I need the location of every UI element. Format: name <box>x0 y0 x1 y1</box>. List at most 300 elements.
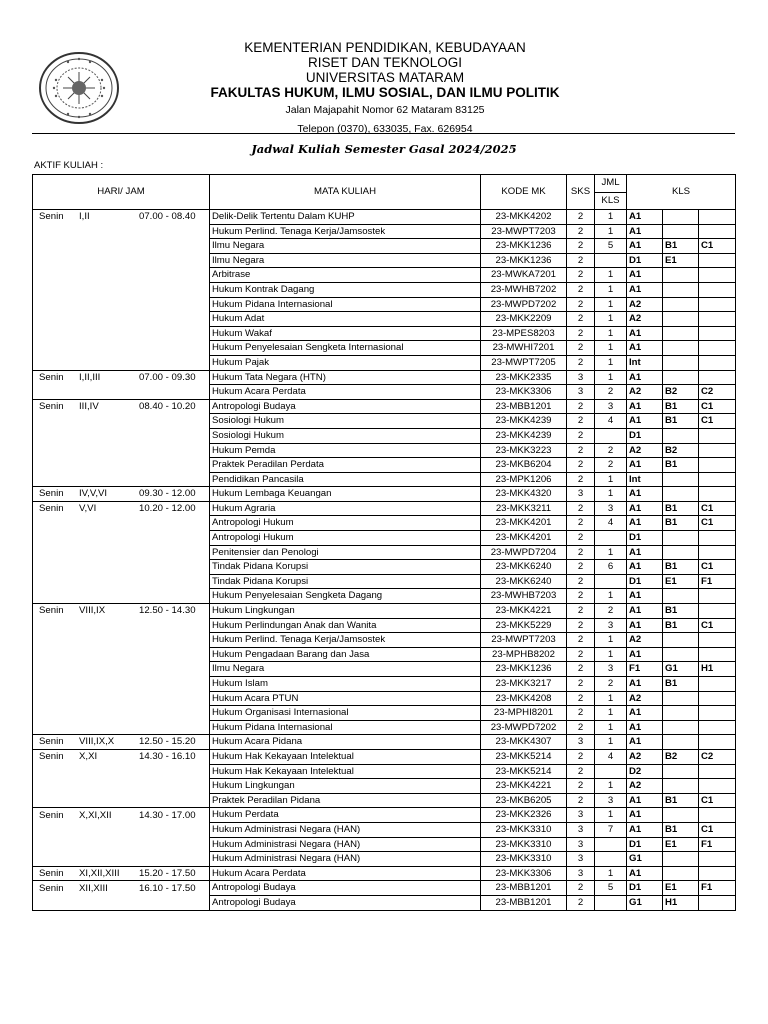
sks-cell: 2 <box>567 881 595 896</box>
table-row <box>33 618 736 633</box>
kode-mk-cell: 23-MKK3211 <box>481 501 567 516</box>
jml-kls-cell <box>595 428 627 443</box>
sks-cell: 2 <box>567 764 595 779</box>
hari-jam-cell <box>33 633 210 648</box>
kode-mk-cell: 23-MWPD7204 <box>481 545 567 560</box>
kls-cell: F1 <box>699 837 736 852</box>
kls-cell: A2 <box>627 443 663 458</box>
jml-kls-cell: 5 <box>595 239 627 254</box>
sks-cell: 2 <box>567 531 595 546</box>
kls-cell: C1 <box>699 399 736 414</box>
hari-jam-cell <box>33 837 210 852</box>
sks-cell: 2 <box>567 633 595 648</box>
hari-jam-cell <box>33 764 210 779</box>
semester: III,IV <box>79 400 99 412</box>
letterhead <box>140 40 630 138</box>
table-row <box>33 589 736 604</box>
jml-kls-cell: 1 <box>595 282 627 297</box>
hari-jam-cell <box>33 282 210 297</box>
jml-kls-cell: 2 <box>595 458 627 473</box>
sks-cell: 2 <box>567 589 595 604</box>
kode-mk-cell: 23-MKK4221 <box>481 604 567 619</box>
jml-kls-cell: 1 <box>595 224 627 239</box>
table-row <box>33 399 736 414</box>
kls-cell: D1 <box>627 881 663 896</box>
kls-cell <box>699 428 736 443</box>
kls-cell <box>663 370 699 385</box>
hari-jam-cell <box>33 647 210 662</box>
kls-cell: D1 <box>627 428 663 443</box>
table-row <box>33 355 736 370</box>
kls-cell: C1 <box>699 501 736 516</box>
kode-mk-cell: 23-MPK1206 <box>481 472 567 487</box>
hari-jam-cell <box>33 706 210 721</box>
table-row <box>33 501 736 516</box>
hari: Senin <box>39 751 64 763</box>
table-row <box>33 691 736 706</box>
kls-cell <box>663 808 699 823</box>
jam: 14.30 - 17.00 <box>139 809 196 821</box>
kls-cell <box>699 764 736 779</box>
hari-jam-cell <box>33 793 210 808</box>
jml-kls-cell: 1 <box>595 341 627 356</box>
table-row <box>33 764 736 779</box>
kls-cell <box>663 268 699 283</box>
jml-kls-cell: 2 <box>595 677 627 692</box>
mata-kuliah-cell: Ilmu Negara <box>210 662 481 677</box>
hari-jam-cell <box>33 604 210 619</box>
hari: Senin <box>39 809 64 821</box>
mata-kuliah-cell: Hukum Pengadaan Barang dan Jasa <box>210 647 481 662</box>
hari-jam-cell <box>33 545 210 560</box>
hari-jam-cell <box>33 210 210 225</box>
kls-cell: A1 <box>627 282 663 297</box>
kode-mk-cell: 23-MKK5229 <box>481 618 567 633</box>
jml-kls-cell: 1 <box>595 312 627 327</box>
kls-cell <box>663 779 699 794</box>
jml-kls-cell: 3 <box>595 501 627 516</box>
table-row <box>33 895 736 910</box>
hari-jam-cell <box>33 399 210 414</box>
kls-cell <box>699 866 736 881</box>
jml-kls-cell: 3 <box>595 793 627 808</box>
kode-mk-cell: 23-MPHI8201 <box>481 706 567 721</box>
hari: Senin <box>39 736 64 748</box>
hari-jam-cell <box>33 326 210 341</box>
jml-kls-cell: 6 <box>595 560 627 575</box>
kls-cell <box>699 370 736 385</box>
kls-cell: A1 <box>627 677 663 692</box>
kls-cell <box>663 487 699 502</box>
jml-kls-cell <box>595 852 627 867</box>
jml-kls-cell: 1 <box>595 589 627 604</box>
table-row <box>33 370 736 385</box>
kls-cell <box>699 326 736 341</box>
jml-kls-cell <box>595 837 627 852</box>
mata-kuliah-cell: Hukum Lembaga Keuangan <box>210 487 481 502</box>
jam: 07.00 - 09.30 <box>139 371 196 383</box>
hari-jam-cell <box>33 312 210 327</box>
hari-jam-cell <box>33 779 210 794</box>
table-row <box>33 487 736 502</box>
mata-kuliah-cell: Hukum Hak Kekayaan Intelektual <box>210 749 481 764</box>
table-row <box>33 253 736 268</box>
kls-cell <box>663 852 699 867</box>
sks-cell: 2 <box>567 458 595 473</box>
table-row <box>33 428 736 443</box>
kls-cell: A1 <box>627 604 663 619</box>
kls-cell <box>663 866 699 881</box>
kls-cell: B1 <box>663 399 699 414</box>
kls-cell: A1 <box>627 239 663 254</box>
schedule-table <box>32 174 736 911</box>
kls-cell <box>699 735 736 750</box>
kls-cell <box>663 428 699 443</box>
kls-cell: B1 <box>663 239 699 254</box>
kls-cell: A1 <box>627 589 663 604</box>
kls-cell: B1 <box>663 458 699 473</box>
col-mata-kuliah: MATA KULIAH <box>210 175 481 210</box>
kode-mk-cell: 23-MKK3306 <box>481 385 567 400</box>
sks-cell: 2 <box>567 574 595 589</box>
mata-kuliah-cell: Praktek Peradilan Pidana <box>210 793 481 808</box>
jml-kls-cell: 7 <box>595 822 627 837</box>
kls-cell: B1 <box>663 516 699 531</box>
kls-cell <box>663 224 699 239</box>
jml-kls-cell: 1 <box>595 633 627 648</box>
letterhead-divider <box>32 133 735 134</box>
sks-cell: 2 <box>567 355 595 370</box>
sks-cell: 2 <box>567 545 595 560</box>
col-kode-mk: KODE MK <box>481 175 567 210</box>
table-row <box>33 458 736 473</box>
kls-cell <box>663 589 699 604</box>
sks-cell: 2 <box>567 691 595 706</box>
table-row <box>33 443 736 458</box>
mata-kuliah-cell: Hukum Acara Pidana <box>210 735 481 750</box>
hari: Senin <box>39 211 64 223</box>
kls-cell: E1 <box>663 881 699 896</box>
jml-kls-cell: 1 <box>595 297 627 312</box>
hari: Senin <box>39 503 64 515</box>
kls-cell: A1 <box>627 720 663 735</box>
hari-jam-cell <box>33 355 210 370</box>
hari-jam-cell <box>33 618 210 633</box>
kode-mk-cell: 23-MKK4239 <box>481 428 567 443</box>
kls-cell: B1 <box>663 618 699 633</box>
mata-kuliah-cell: Hukum Acara Perdata <box>210 385 481 400</box>
table-row <box>33 531 736 546</box>
kls-cell: A1 <box>627 458 663 473</box>
jml-kls-cell: 1 <box>595 706 627 721</box>
kls-cell <box>663 472 699 487</box>
sks-cell: 2 <box>567 895 595 910</box>
table-row <box>33 604 736 619</box>
kls-cell <box>663 341 699 356</box>
kls-cell <box>699 268 736 283</box>
table-row <box>33 822 736 837</box>
kode-mk-cell: 23-MPHB8202 <box>481 647 567 662</box>
mata-kuliah-cell: Sosiologi Hukum <box>210 428 481 443</box>
jam: 12.50 - 15.20 <box>139 736 196 748</box>
kls-cell: E1 <box>663 837 699 852</box>
kls-cell <box>663 282 699 297</box>
jml-kls-cell: 2 <box>595 604 627 619</box>
hari: Senin <box>39 867 64 879</box>
hari: Senin <box>39 488 64 500</box>
kode-mk-cell: 23-MKK6240 <box>481 560 567 575</box>
table-row <box>33 312 736 327</box>
mata-kuliah-cell: Hukum Pemda <box>210 443 481 458</box>
kls-cell: F1 <box>699 574 736 589</box>
kode-mk-cell: 23-MKK3310 <box>481 822 567 837</box>
kls-cell <box>699 895 736 910</box>
kode-mk-cell: 23-MKK2335 <box>481 370 567 385</box>
kls-cell <box>663 297 699 312</box>
hari-jam-cell <box>33 224 210 239</box>
kls-cell: A1 <box>627 399 663 414</box>
kls-cell: A1 <box>627 618 663 633</box>
kls-cell: A1 <box>627 516 663 531</box>
kode-mk-cell: 23-MKK4208 <box>481 691 567 706</box>
kls-cell: B2 <box>663 749 699 764</box>
sks-cell: 2 <box>567 224 595 239</box>
mata-kuliah-cell: Hukum Pidana Internasional <box>210 297 481 312</box>
mata-kuliah-cell: Hukum Lingkungan <box>210 779 481 794</box>
sks-cell: 2 <box>567 793 595 808</box>
table-row <box>33 647 736 662</box>
kls-cell: B1 <box>663 822 699 837</box>
kode-mk-cell: 23-MKK3223 <box>481 443 567 458</box>
kode-mk-cell: 23-MKK3217 <box>481 677 567 692</box>
aktif-kuliah-label: AKTIF KULIAH : <box>34 160 104 171</box>
hari-jam-cell <box>33 895 210 910</box>
sks-cell: 2 <box>567 720 595 735</box>
mata-kuliah-cell: Hukum Tata Negara (HTN) <box>210 370 481 385</box>
kls-cell: A2 <box>627 312 663 327</box>
semester: VIII,IX,X <box>79 736 115 748</box>
sks-cell: 3 <box>567 735 595 750</box>
kls-cell: A1 <box>627 735 663 750</box>
sks-cell: 2 <box>567 677 595 692</box>
mata-kuliah-cell: Ilmu Negara <box>210 239 481 254</box>
kls-cell <box>699 355 736 370</box>
hari-jam-cell <box>33 516 210 531</box>
table-row <box>33 808 736 823</box>
kls-cell: Int <box>627 355 663 370</box>
kls-cell: B1 <box>663 560 699 575</box>
jml-kls-cell: 1 <box>595 720 627 735</box>
jml-kls-cell: 1 <box>595 326 627 341</box>
hari: Senin <box>39 882 64 894</box>
kls-cell <box>663 691 699 706</box>
jml-kls-cell: 5 <box>595 881 627 896</box>
hari-jam-cell <box>33 749 210 764</box>
mata-kuliah-cell: Delik-Delik Tertentu Dalam KUHP <box>210 210 481 225</box>
sks-cell: 3 <box>567 866 595 881</box>
kode-mk-cell: 23-MWHI7201 <box>481 341 567 356</box>
mata-kuliah-cell: Hukum Acara PTUN <box>210 691 481 706</box>
jam: 07.00 - 08.40 <box>139 211 196 223</box>
kls-cell: B1 <box>663 414 699 429</box>
kls-cell: C1 <box>699 239 736 254</box>
jam: 15.20 - 17.50 <box>139 867 196 879</box>
sks-cell: 2 <box>567 472 595 487</box>
kls-cell: D1 <box>627 531 663 546</box>
kls-cell: A1 <box>627 268 663 283</box>
kls-cell: A2 <box>627 385 663 400</box>
table-row <box>33 282 736 297</box>
kode-mk-cell: 23-MKK4201 <box>481 516 567 531</box>
kls-cell: A1 <box>627 793 663 808</box>
kode-mk-cell: 23-MKK6240 <box>481 574 567 589</box>
table-row <box>33 866 736 881</box>
table-row <box>33 560 736 575</box>
sks-cell: 2 <box>567 749 595 764</box>
mata-kuliah-cell: Hukum Administrasi Negara (HAN) <box>210 822 481 837</box>
sks-cell: 2 <box>567 618 595 633</box>
kls-cell <box>699 443 736 458</box>
jam: 14.30 - 16.10 <box>139 751 196 763</box>
kls-cell: C1 <box>699 516 736 531</box>
kode-mk-cell: 23-MKK4202 <box>481 210 567 225</box>
table-row <box>33 574 736 589</box>
sks-cell: 2 <box>567 428 595 443</box>
table-row <box>33 633 736 648</box>
hari-jam-cell <box>33 822 210 837</box>
hari-jam-cell <box>33 866 210 881</box>
kls-cell <box>699 677 736 692</box>
jml-kls-cell: 2 <box>595 385 627 400</box>
kls-cell: A1 <box>627 210 663 225</box>
mata-kuliah-cell: Hukum Kontrak Dagang <box>210 282 481 297</box>
kls-cell: B1 <box>663 793 699 808</box>
jml-kls-cell: 1 <box>595 355 627 370</box>
jml-kls-cell <box>595 574 627 589</box>
kode-mk-cell: 23-MWHB7203 <box>481 589 567 604</box>
mata-kuliah-cell: Hukum Agraria <box>210 501 481 516</box>
kls-cell <box>699 852 736 867</box>
kls-cell <box>663 210 699 225</box>
table-row <box>33 720 736 735</box>
mata-kuliah-cell: Hukum Adat <box>210 312 481 327</box>
kls-cell: Int <box>627 472 663 487</box>
kls-cell: C1 <box>699 414 736 429</box>
kls-cell: C1 <box>699 793 736 808</box>
jml-kls-cell: 1 <box>595 691 627 706</box>
sks-cell: 2 <box>567 604 595 619</box>
sks-cell: 3 <box>567 385 595 400</box>
sks-cell: 2 <box>567 414 595 429</box>
mata-kuliah-cell: Tindak Pidana Korupsi <box>210 560 481 575</box>
kls-cell <box>699 224 736 239</box>
sks-cell: 2 <box>567 326 595 341</box>
jml-kls-cell: 1 <box>595 370 627 385</box>
mata-kuliah-cell: Hukum Penyelesaian Sengketa Dagang <box>210 589 481 604</box>
jam: 16.10 - 17.50 <box>139 882 196 894</box>
hari-jam-cell <box>33 458 210 473</box>
jml-kls-cell: 4 <box>595 749 627 764</box>
kls-cell <box>663 545 699 560</box>
sks-cell: 2 <box>567 268 595 283</box>
kls-cell: B1 <box>663 604 699 619</box>
hari-jam-cell <box>33 341 210 356</box>
mata-kuliah-cell: Penitensier dan Penologi <box>210 545 481 560</box>
ministry-name: KEMENTERIAN PENDIDIKAN, KEBUDAYAAN <box>244 40 526 55</box>
kls-cell <box>699 720 736 735</box>
table-row <box>33 677 736 692</box>
kls-cell: D1 <box>627 837 663 852</box>
jml-kls-cell <box>595 531 627 546</box>
hari-jam-cell <box>33 370 210 385</box>
kls-cell: A1 <box>627 706 663 721</box>
semester: I,II <box>79 211 90 223</box>
kode-mk-cell: 23-MKK4221 <box>481 779 567 794</box>
jml-kls-cell: 2 <box>595 443 627 458</box>
table-row <box>33 341 736 356</box>
mata-kuliah-cell: Hukum Administrasi Negara (HAN) <box>210 852 481 867</box>
mata-kuliah-cell: Hukum Acara Perdata <box>210 866 481 881</box>
kls-cell <box>699 312 736 327</box>
sks-cell: 2 <box>567 779 595 794</box>
kls-cell: C1 <box>699 618 736 633</box>
kls-cell <box>699 253 736 268</box>
col-hari-jam: HARI/ JAM <box>33 175 210 210</box>
kls-cell <box>699 458 736 473</box>
phone-fax: Telepon (0370), 633035, Fax. 626954 <box>297 123 473 135</box>
mata-kuliah-cell: Hukum Perdata <box>210 808 481 823</box>
kls-cell: C2 <box>699 749 736 764</box>
semester: V,VI <box>79 503 97 515</box>
sks-cell: 2 <box>567 706 595 721</box>
table-row <box>33 881 736 896</box>
hari-jam-cell <box>33 428 210 443</box>
table-row <box>33 210 736 225</box>
semester: X,XI <box>79 751 98 763</box>
sks-cell: 2 <box>567 399 595 414</box>
hari: Senin <box>39 371 64 383</box>
sks-cell: 2 <box>567 560 595 575</box>
kode-mk-cell: 23-MBB1201 <box>481 881 567 896</box>
jml-kls-cell: 1 <box>595 472 627 487</box>
hari: Senin <box>39 605 64 617</box>
hari-jam-cell <box>33 589 210 604</box>
jam: 12.50 - 14.30 <box>139 605 196 617</box>
table-row <box>33 749 736 764</box>
sks-cell: 2 <box>567 312 595 327</box>
kls-cell: A1 <box>627 545 663 560</box>
kode-mk-cell: 23-MKK4320 <box>481 487 567 502</box>
kode-mk-cell: 23-MWPD7202 <box>481 297 567 312</box>
table-row <box>33 545 736 560</box>
col-kls: KLS <box>627 175 736 210</box>
jml-kls-cell: 1 <box>595 210 627 225</box>
page-title: Jadwal Kuliah Semester Gasal 2024/2025 <box>251 142 517 156</box>
kls-cell: A2 <box>627 691 663 706</box>
table-row <box>33 385 736 400</box>
mata-kuliah-cell: Hukum Islam <box>210 677 481 692</box>
kls-cell: H1 <box>699 662 736 677</box>
jml-kls-cell: 1 <box>595 268 627 283</box>
kode-mk-cell: 23-MWPD7202 <box>481 720 567 735</box>
kls-cell <box>663 647 699 662</box>
mata-kuliah-cell: Sosiologi Hukum <box>210 414 481 429</box>
kls-cell <box>699 647 736 662</box>
hari: Senin <box>39 400 64 412</box>
kode-mk-cell: 23-MWHB7202 <box>481 282 567 297</box>
kls-cell: D1 <box>627 253 663 268</box>
mata-kuliah-cell: Antropologi Budaya <box>210 881 481 896</box>
